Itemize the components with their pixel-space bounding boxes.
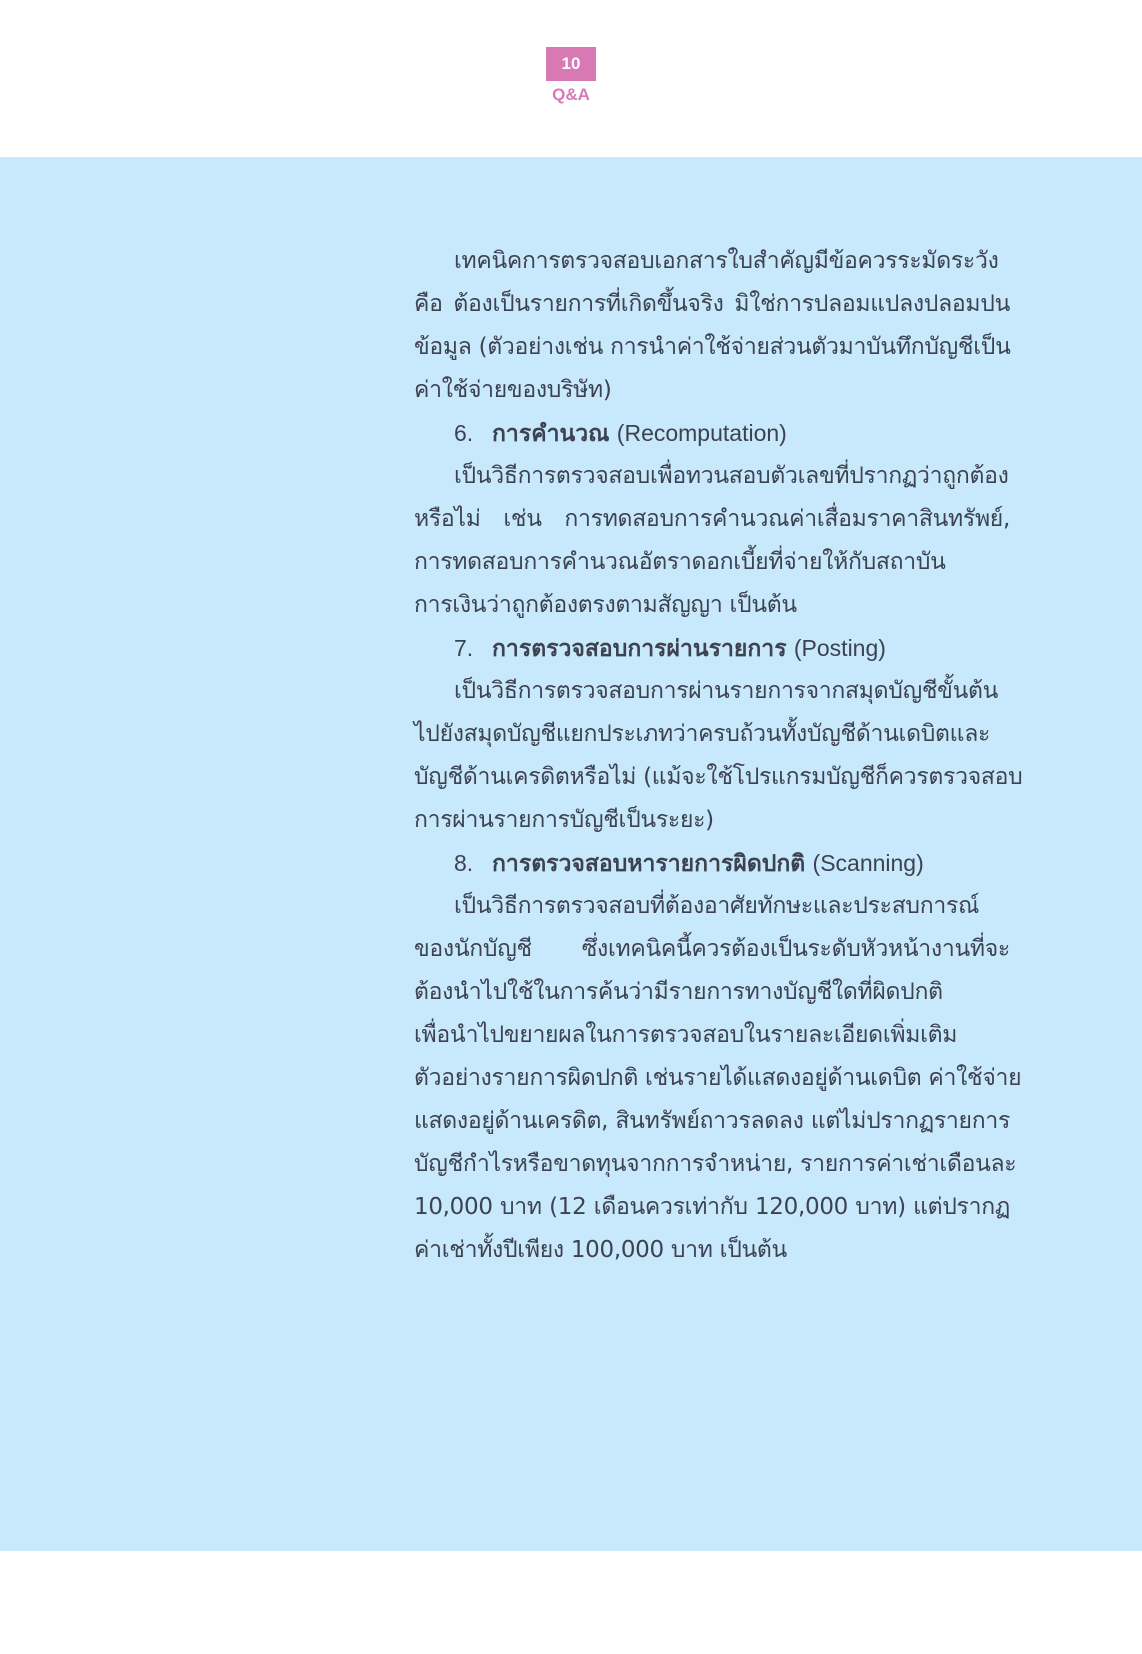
- paragraph-line: ตัวอย่างรายการผิดปกติ เช่นรายได้แสดงอยู่ด้านเดบิต ค่าใช้จ่าย: [414, 1065, 1022, 1091]
- section-heading: [414, 412, 1010, 455]
- section-posting: [414, 627, 1023, 842]
- paragraph-line: หรือไม่ เช่น การทดสอบการคำนวณค่าเสื่อมราคาสินทรัพย์,: [414, 506, 1010, 532]
- page-footer: [0, 1551, 1142, 1654]
- paragraph-line: ค่าใช้จ่ายของบริษัท): [414, 377, 612, 403]
- paragraph-line: การทดสอบการคำนวณอัตราดอกเบี้ยที่จ่ายให้กับสถาบัน: [414, 549, 946, 575]
- paragraph-line: 10,000 บาท (12 เดือนควรเท่ากับ 120,000 บาท) แต่ปรากฏ: [414, 1194, 1010, 1220]
- paragraph-line: เทคนิคการตรวจสอบเอกสารใบสำคัญมีข้อควรระมัดระวัง: [454, 248, 999, 274]
- paragraph-line: ข้อมูล (ตัวอย่างเช่น การนำค่าใช้จ่ายส่วนตัวมาบันทึกบัญชีเป็น: [414, 334, 1011, 360]
- paragraph-line: บัญชีด้านเครดิตหรือไม่ (แม้จะใช้โปรแกรมบัญชีก็ควรตรวจสอบ: [414, 764, 1023, 790]
- section-label: Q&A: [552, 85, 590, 104]
- page-number-badge: 10: [546, 47, 596, 81]
- section-english-title: (Recomputation): [616, 420, 787, 446]
- section-english-title: (Posting): [793, 635, 886, 661]
- paragraph-line: ค่าเช่าทั้งปีเพียง 100,000 บาท เป็นต้น: [414, 1237, 787, 1263]
- body-text: [414, 240, 1023, 1272]
- paragraph-line: เพื่อนำไปขยายผลในการตรวจสอบในรายละเอียดเพิ่มเติม: [414, 1022, 958, 1048]
- section-number: 8.: [454, 850, 474, 876]
- section-title: การตรวจสอบหารายการผิดปกติ: [492, 851, 806, 877]
- paragraph-line: การผ่านรายการบัญชีเป็นระยะ): [414, 807, 714, 833]
- section-number: 7.: [454, 635, 474, 661]
- paragraph-line: ของนักบัญชี ซึ่งเทคนิคนี้ควรต้องเป็นระดับหัวหน้างานที่จะ: [414, 936, 1010, 962]
- section-number: 6.: [454, 420, 474, 446]
- paragraph-line: เป็นวิธีการตรวจสอบที่ต้องอาศัยทักษะและประสบการณ์: [454, 893, 980, 919]
- section-title: การตรวจสอบการผ่านรายการ: [492, 636, 787, 662]
- paragraph-line: เป็นวิธีการตรวจสอบเพื่อทวนสอบตัวเลขที่ปรากฏว่าถูกต้อง: [454, 463, 1009, 489]
- paragraph-line: เป็นวิธีการตรวจสอบการผ่านรายการจากสมุดบัญชีขั้นต้น: [454, 678, 999, 704]
- section-recomputation: [414, 412, 1010, 627]
- paragraph-line: ไปยังสมุดบัญชีแยกประเภทว่าครบถ้วนทั้งบัญชีด้านเดบิตและ: [414, 721, 991, 747]
- paragraph-line: บัญชีกำไรหรือขาดทุนจากการจำหน่าย, รายการค่าเช่าเดือนละ: [414, 1151, 1017, 1177]
- paragraph-line: แสดงอยู่ด้านเครดิต, สินทรัพย์ถาวรลดลง แต่ไม่ปรากฏรายการ: [414, 1108, 1010, 1134]
- section-heading: [414, 627, 1010, 670]
- paragraph-line: การเงินว่าถูกต้องตรงตามสัญญา เป็นต้น: [414, 592, 797, 618]
- section-title: การคำนวณ: [492, 421, 610, 447]
- paragraph-line: ต้องนำไปใช้ในการค้นว่ามีรายการทางบัญชีใดที่ผิดปกติ: [414, 979, 943, 1005]
- section-heading: [414, 842, 1010, 885]
- page-header: [0, 0, 1142, 157]
- section-scanning: [414, 842, 1022, 1272]
- intro-paragraph: [414, 240, 1010, 412]
- section-english-title: (Scanning): [812, 850, 924, 876]
- paragraph-line: คือ ต้องเป็นรายการที่เกิดขึ้นจริง มิใช่การปลอมแปลงปลอมปน: [414, 291, 1010, 317]
